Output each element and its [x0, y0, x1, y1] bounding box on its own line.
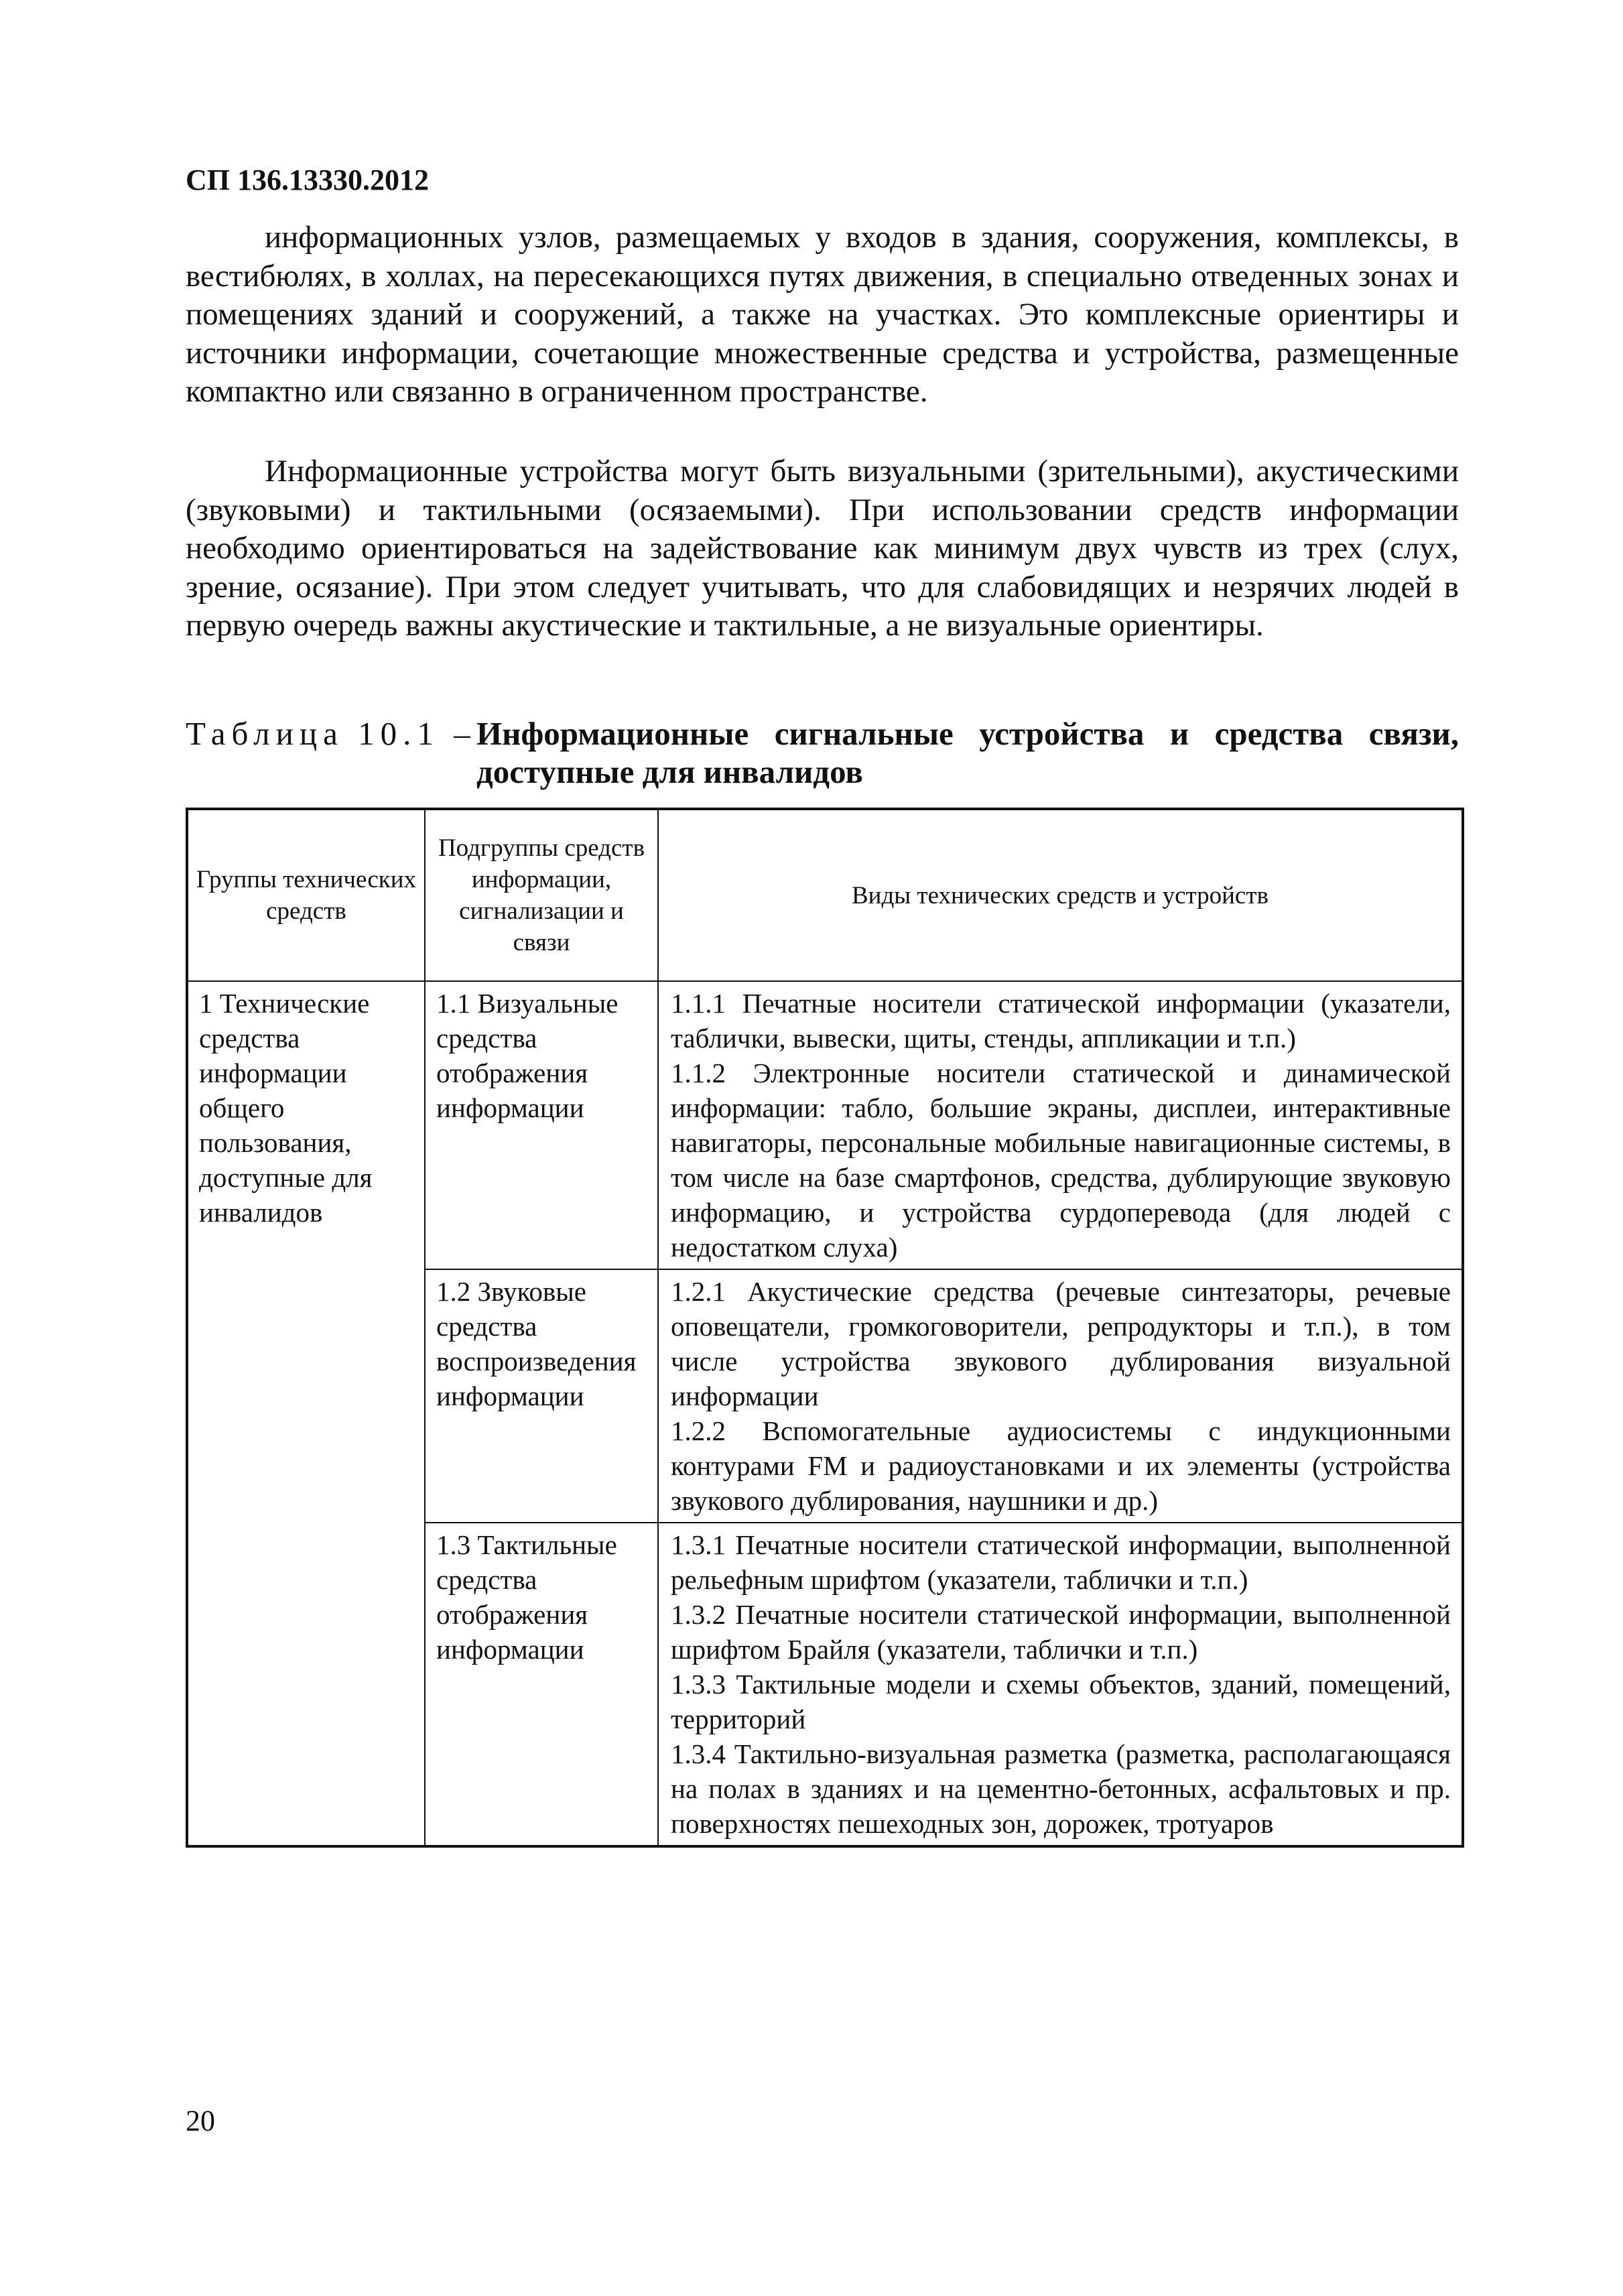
subgroup-cell: 1.3 Тактильные средства отображения информации: [425, 1523, 658, 1846]
items-cell: [658, 1523, 1463, 1846]
header-subgroups: Подгруппы средств информации, сигнализации и связи: [425, 809, 658, 981]
item-text: 1.3.2 Печатные носители статической информации, выполненной шрифтом Брайля (указатели, таблички и т.п.): [671, 1599, 1451, 1665]
item-text: 1.2.1 Акустические средства (речевые синтезаторы, речевые оповещатели, громкоговорители, репродукторы и т.п.), в том числе устройства звукового дублирования визуальной информации: [671, 1276, 1451, 1411]
item-text: 1.3.4 Тактильно-визуальная разметка (разметка, располагающаяся на полах в зданиях и на цементно-бетонных, асфальтовых и пр. поверхностях пешеходных зон, дорожек, тротуаров: [671, 1738, 1451, 1839]
paragraph-2-text: Информационные устройства могут быть визуальными (зрительными), акустическими (звуковыми) и тактильными (осязаемыми). При использовании средств информации необходимо ориентироваться на задействование как минимум двух чувств из трех (слух, зрение, осязание). При этом следует учитывать, что для слабовидящих и незрячих людей в первую очередь важны акустические и тактильные, а не визуальные ориентиры.: [186, 454, 1459, 643]
table-header-row: [187, 809, 1463, 981]
item-text: 1.2.2 Вспомогательные аудиосистемы с индукционными контурами FM и радиоустановками и их элементы (устройства звукового дублирования, наушники и др.): [671, 1415, 1451, 1516]
subgroup-cell: 1.2 Звуковые средства воспроизведения информации: [425, 1269, 658, 1523]
header-groups: Группы технических средств: [187, 809, 425, 981]
item-text: 1.3.3 Тактильные модели и схемы объектов, зданий, помещений, территорий: [671, 1669, 1451, 1734]
table-caption-number: Таблица 10.1 –: [186, 715, 476, 752]
table-caption-title: Информационные сигнальные устройства и средства связи, доступные для инвалидов: [476, 715, 1459, 790]
item-text: 1.3.1 Печатные носители статической информации, выполненной рельефным шрифтом (указатели, таблички и т.п.): [671, 1529, 1451, 1595]
subgroup-cell: 1.1 Визуальные средства отображения информации: [425, 981, 658, 1269]
paragraph-2: [186, 452, 1459, 645]
group-cell: 1 Технические средства информации общего пользования, доступные для инвалидов: [187, 981, 425, 1846]
devices-table: [186, 808, 1464, 1848]
paragraph-1-text: информационных узлов, размещаемых у входов в здания, сооружения, комплексы, в вестибюлях, в холлах, на пересекающихся путях движения, в специально отведенных зонах и помещениях зданий и сооружений, а также на участках. Это комплексные ориентиры и источники информации, сочетающие множественные средства и устройства, размещенные компактно или связанно в ограниченном пространстве.: [186, 220, 1459, 409]
document-code: СП 136.13330.2012: [186, 164, 429, 196]
item-text: 1.1.1 Печатные носители статической информации (указатели, таблички, вывески, щиты, стенды, аппликации и т.п.): [671, 988, 1451, 1054]
header-types: Виды технических средств и устройств: [658, 809, 1463, 981]
paragraph-1: [186, 218, 1459, 411]
table-row: [187, 981, 1463, 1269]
items-cell: [658, 981, 1463, 1269]
item-text: 1.1.2 Электронные носители статической и динамической информации: табло, большие экраны, дисплеи, интерактивные навигаторы, персональные мобильные навигационные системы, в том числе на базе смартфонов, средства, дублирующие звуковую информацию, и устройства сурдоперевода (для людей с недостатком слуха): [671, 1058, 1451, 1263]
page-number: 20: [186, 2104, 215, 2137]
items-cell: [658, 1269, 1463, 1523]
table-caption: [186, 714, 1459, 791]
